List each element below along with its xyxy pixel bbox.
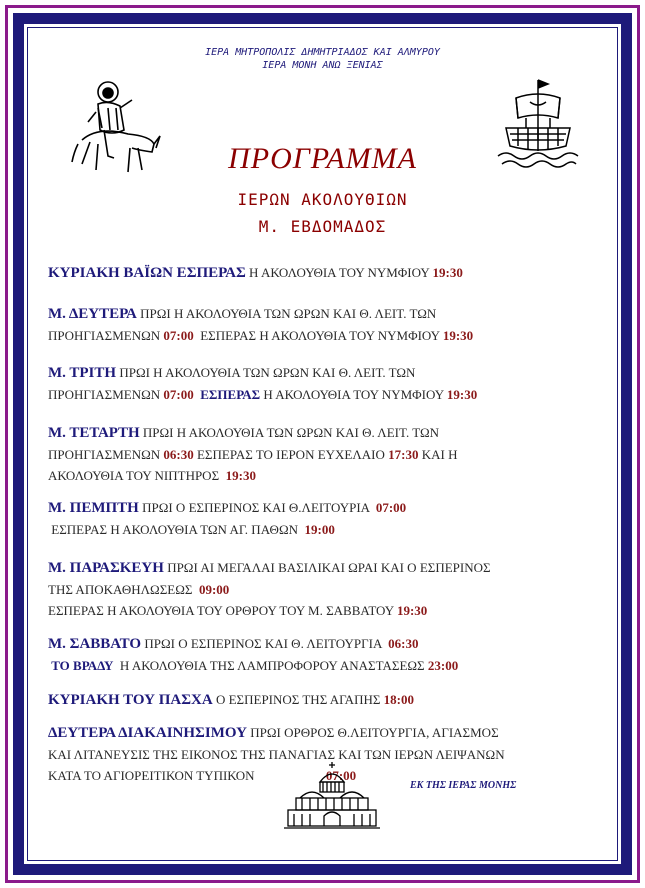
service-time: 07:00 [163,328,194,343]
entry-easter-sunday [48,689,608,711]
day-label: Μ. ΠΕΜΠΤΗ [48,500,139,516]
entry-holy-tuesday [48,362,608,405]
service-text: ΚΑΙ Η [421,447,458,462]
service-text: ΠΡΩΙ ΑΙ ΜΕΓΑΛΑΙ ΒΑΣΙΛΙΚΑΙ ΩΡΑΙ ΚΑΙ Ο ΕΣΠΕΡΙΝΟΣ [167,560,491,575]
service-text: Ο ΕΣΠΕΡΙΝΟΣ ΤΗΣ ΑΓΑΠΗΣ [215,692,381,707]
service-text: Η ΑΚΟΛΟΥΘΙΑ ΤΟΥ ΝΥΜΦΙΟΥ [263,387,444,402]
day-label: ΚΥΡΙΑΚΗ ΤΟΥ ΠΑΣΧΑ [48,692,213,708]
service-time: 07:00 [163,387,194,402]
service-text: ΕΣΠΕΡΑΣ Η ΑΚΟΛΟΥΘΙΑ ΤΟΥ ΝΥΜΦΙΟΥ [200,328,440,343]
service-time: 06:30 [388,636,419,651]
entry-holy-saturday [48,633,608,676]
day-label: Μ. ΔΕΥΤΕΡΑ [48,306,137,322]
day-label: ΚΥΡΙΑΚΗ ΒΑΪΩΝ ΕΣΠΕΡΑΣ [48,265,246,281]
entry-holy-wednesday [48,422,608,486]
service-text: ΠΡΩΙ Η ΑΚΟΛΟΥΘΙΑ ΤΩΝ ΩΡΩΝ ΚΑΙ Θ. ΛΕΙΤ. ΤΩΝ [140,306,437,321]
entry-holy-thursday [48,497,608,540]
service-text: ΠΡΩΙ Ο ΕΣΠΕΡΙΝΟΣ ΚΑΙ Θ.ΛΕΙΤΟΥΡΙΑ [142,500,370,515]
day-label: Μ. ΣΑΒΒΑΤΟ [48,636,142,652]
day-label: Μ. ΤΡΙΤΗ [48,365,117,381]
service-text: ΚΑΙ ΛΙΤΑΝΕΥΣΙΣ ΤΗΣ ΕΙΚΟΝΟΣ ΤΗΣ ΠΑΝΑΓΙΑΣ ΚΑΙ ΤΩΝ ΙΕΡΩΝ ΛΕΙΨΑΝΩΝ [48,747,505,762]
service-text: ΠΡΟΗΓΙΑΣΜΕΝΩΝ [48,447,161,462]
subtitle-holy-week: Μ. ΕΒΔΟΜΑΔΟΣ [258,217,387,236]
service-text: Η ΑΚΟΛΟΥΘΙΑ ΤΟΥ ΝΥΜΦΙΟΥ [249,265,430,280]
service-time: 09:00 [198,582,230,597]
service-text: ΠΡΩΙ ΟΡΘΡΟΣ Θ.ΛΕΙΤΟΥΡΓΙΑ, ΑΓΙΑΣΜΟΣ [250,725,499,740]
service-time: 06:30 [163,447,194,462]
entry-holy-friday [48,557,608,621]
service-time: 19:30 [396,603,428,618]
service-time: 07:00 [375,500,407,515]
service-text: ΕΣΠΕΡΑΣ Η ΑΚΟΛΟΥΘΙΑ ΤΩΝ ΑΓ. ΠΑΘΩΝ [51,522,298,537]
service-time: 19:30 [446,387,478,402]
service-text: ΑΚΟΛΟΥΘΙΑ ΤΟΥ ΝΙΠΤΗΡΟΣ [48,468,220,483]
service-text: ΤΗΣ ΑΠΟΚΑΘΗΛΩΣΕΩΣ [48,582,193,597]
service-time: 19:30 [432,265,463,280]
subtitle-services: ΙΕΡΩΝ ΑΚΟΛΟΥΘΙΩΝ [237,190,408,209]
service-time: 17:30 [388,447,419,462]
service-text: ΕΣΠΕΡΑΣ ΤΟ ΙΕΡΟΝ ΕΥΧΕΛΑΙΟ [196,447,385,462]
evening-label: ΕΣΠΕΡΑΣ [200,387,261,402]
entry-palm-sunday [48,262,608,284]
service-text: ΠΡΟΗΓΙΑΣΜΕΝΩΝ [48,328,161,343]
day-label: Μ. ΠΑΡΑΣΚΕΥΗ [48,560,164,576]
night-label: ΤΟ ΒΡΑΔΥ [51,658,114,673]
entry-holy-monday [48,303,608,346]
service-text: Η ΑΚΟΛΟΥΘΙΑ ΤΗΣ ΛΑΜΠΡΟΦΟΡΟΥ ΑΝΑΣΤΑΣΕΩΣ [119,658,425,673]
service-time: 19:30 [442,328,474,343]
service-text: ΚΑΤΑ ΤΟ ΑΓΙΟΡΕΙΤΙΚΟΝ ΤΥΠΙΚΟΝ [48,768,255,783]
page-title: ΠΡΟΓΡΑΜΜΑ [228,142,417,175]
service-time: 19:00 [304,522,335,537]
header-metropolis: ΙΕΡΑ ΜΗΤΡΟΠΟΛΙΣ ΔΗΜΗΤΡΙΑΔΟΣ ΚΑΙ ΑΛΜΥΡΟΥ [205,47,440,58]
service-text: ΠΡΩΙ Ο ΕΣΠΕΡΙΝΟΣ ΚΑΙ Θ. ΛΕΙΤΟΥΡΓΙΑ [144,636,382,651]
service-text: ΠΡΟΗΓΙΑΣΜΕΝΩΝ [48,387,161,402]
service-text: ΕΣΠΕΡΑΣ Η ΑΚΟΛΟΥΘΙΑ ΤΟΥ ΟΡΘΡΟΥ ΤΟΥ Μ. ΣΑΒΒΑΤΟΥ [48,603,394,618]
signature: ΕΚ ΤΗΣ ΙΕΡΑΣ ΜΟΝΗΣ [410,780,517,791]
church-icon [282,760,382,830]
service-time: 07:00 [325,768,357,783]
day-label: ΔΕΥΤΕΡΑ ΔΙΑΚΑΙΝΗΣΙΜΟΥ [48,725,247,741]
day-label: Μ. ΤΕΤΑΡΤΗ [48,425,140,441]
service-time: 23:00 [427,658,459,673]
service-text: ΠΡΩΙ Η ΑΚΟΛΟΥΘΙΑ ΤΩΝ ΩΡΩΝ ΚΑΙ Θ. ΛΕΙΤ. ΤΩΝ [142,425,439,440]
header-monastery: ΙΕΡΑ ΜΟΝΗ ΑΝΩ ΞΕΝΙΑΣ [262,60,383,71]
service-time: 19:30 [225,468,256,483]
service-time: 18:00 [383,692,415,707]
service-text: ΠΡΩΙ Η ΑΚΟΛΟΥΘΙΑ ΤΩΝ ΩΡΩΝ ΚΑΙ Θ. ΛΕΙΤ. ΤΩΝ [119,365,416,380]
